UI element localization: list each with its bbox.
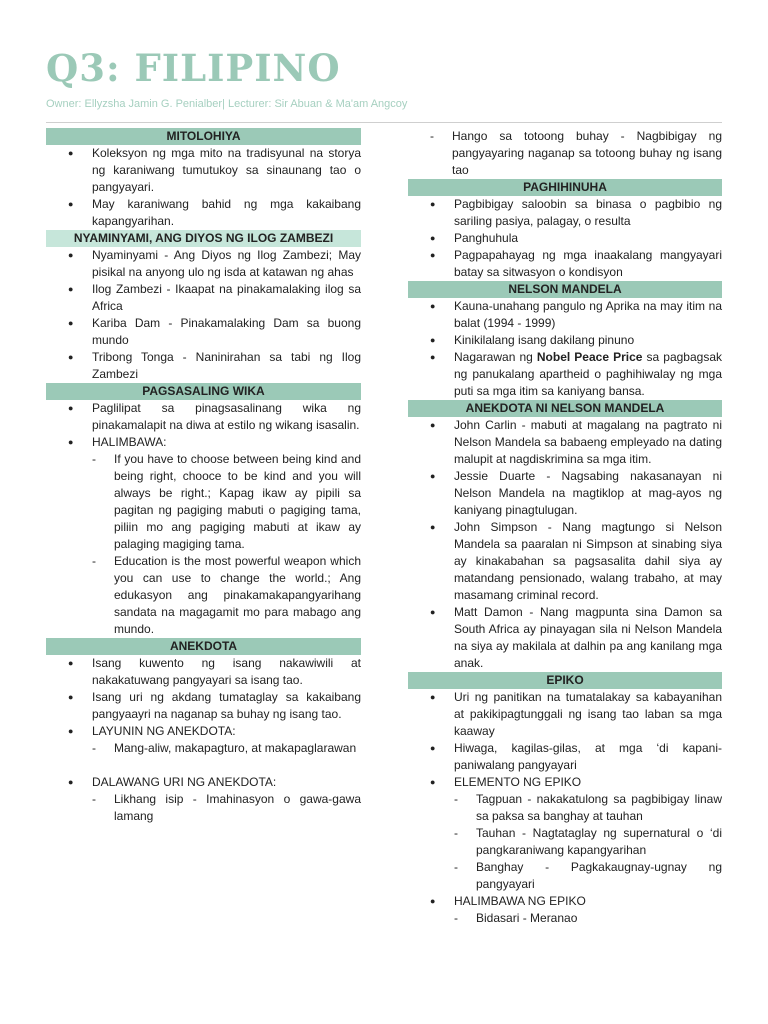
anekdota-list: [46, 655, 361, 740]
sub-list-item: - Likhang isip - Imahinasyon o gawa-gawa lamang: [70, 791, 361, 825]
halimbawa-sublist: [70, 451, 361, 638]
uri-sublist-continued: [408, 128, 722, 179]
paghihinuha-list: [408, 196, 722, 281]
right-column: [408, 128, 722, 927]
pagsasaling-wika-list: [46, 400, 361, 451]
owner-lecturer-line: Owner: Ellyzsha Jamin G. Penialber| Lecturer: Sir Abuan & Ma'am Angcoy: [46, 98, 408, 110]
list-item: ● Isang uri ng akdang tumataglay sa kakaibang pangyaayri na naganap sa buhay ng isang tao.: [46, 689, 361, 723]
list-item: ● Kauna-unahang pangulo ng Aprika na may itim na balat (1994 - 1999): [408, 298, 722, 332]
text-run: sa pagbagsak ng panukalang apartheid o paghihiwalay ng mga puti sa mga itim sa kaniyang bansa.: [454, 350, 723, 398]
list-item: ● DALAWANG URI NG ANEKDOTA:: [46, 774, 361, 791]
list-item: ● ELEMENTO NG EPIKO: [408, 774, 722, 791]
mitolohiya-list: [46, 145, 361, 230]
list-item: ● Koleksyon ng mga mito na tradisyunal na storya ng karaniwang tumutukoy sa sinaunang tao o pangyayari.: [46, 145, 361, 196]
list-item: [46, 434, 361, 451]
list-item: ● Ilog Zambezi - Ikaapat na pinakamalaking ilog sa Africa: [46, 281, 361, 315]
list-item: ● LAYUNIN NG ANEKDOTA:: [46, 723, 361, 740]
list-item: ● Pagbibigay saloobin sa binasa o pagbibio ng sariling pasiya, palagay, o resulta: [408, 196, 722, 230]
sub-list-item: - Bidasari - Meranao: [432, 910, 722, 927]
sub-list-item: - Mang-aliw, makapagturo, at makapaglarawan: [70, 740, 361, 757]
anekdota-nelson-list: [408, 417, 722, 672]
list-item: ● Pagpapahayag ng mga inaakalang mangyayari batay sa sitwasyon o kondisyon: [408, 247, 722, 281]
text-run: Nagarawan ng: [454, 350, 537, 364]
list-item: ● John Carlin - mabuti at magalang na pagtrato ni Nelson Mandela sa babaeng empleyado na dating malupit at nagdiskrimina sa mga itim.: [408, 417, 722, 468]
page-title: Q3: FILIPINO: [46, 46, 341, 90]
list-item: ● Panghuhula: [408, 230, 722, 247]
section-heading-anekdota: ANEKDOTA: [46, 638, 361, 655]
list-item: ● Isang kuwento ng isang nakawiwili at nakakatuwang pangyayari sa isang tao.: [46, 655, 361, 689]
section-heading-nyaminyami: NYAMINYAMI, ANG DIYOS NG ILOG ZAMBEZI: [46, 230, 361, 247]
nelson-mandela-list: [408, 298, 722, 400]
list-item: ● Nyaminyami - Ang Diyos ng Ilog Zambezi; May pisikal na anyong ulo ng isda at katawan ng ahas: [46, 247, 361, 281]
section-heading-mitolohiya: MITOLOHIYA: [46, 128, 361, 145]
list-item: ● Hiwaga, kagilas-gilas, at mga ‘di kapani-paniwalang pangyayari: [408, 740, 722, 774]
section-heading-epiko: EPIKO: [408, 672, 722, 689]
halimbawa-epiko-sublist: [432, 910, 722, 927]
sub-list-item: - If you have to choose between being kind and being right, chooce to be kind and you will always be right.; Kapag ikaw ay pipili sa pagitan ng pagiging mabuti o pagiging tama, piliin mo ang pagiging mabuti at ikaw ay palaging magiging tama.: [70, 451, 361, 553]
section-heading-paghihinuha: PAGHIHINUHA: [408, 179, 722, 196]
section-heading-anekdota-nelson: ANEKDOTA NI NELSON MANDELA: [408, 400, 722, 417]
list-item: ● Uri ng panitikan na tumatalakay sa kabayanihan at pakikipagtunggali ng isang tao laban sa mga kaaway: [408, 689, 722, 740]
list-item: ● Kariba Dam - Pinakamalaking Dam sa buong mundo: [46, 315, 361, 349]
list-item: ● HALIMBAWA NG EPIKO: [408, 893, 722, 910]
elemento-sublist: [432, 791, 722, 893]
section-heading-nelson-mandela: NELSON MANDELA: [408, 281, 722, 298]
list-item: ● Paglilipat sa pinagsasalinang wika ng pinakamalapit na diwa at estilo ng wikang isasalin.: [46, 400, 361, 434]
list-item: ● Kinikilalang isang dakilang pinuno: [408, 332, 722, 349]
layunin-sublist-wrap: [70, 740, 361, 757]
left-column: [46, 128, 361, 825]
nobel-prize-bold: Nobel Peace Price: [536, 350, 643, 364]
halimbawa-sublist-wrap: [70, 451, 361, 638]
section-heading-pagsasaling-wika: PAGSASALING WIKA: [46, 383, 361, 400]
uri-sublist-wrap: [70, 791, 361, 825]
nyaminyami-list: [46, 247, 361, 383]
layunin-sublist: [70, 740, 361, 757]
anekdota-list-continued: [46, 774, 361, 791]
list-item-label: HALIMBAWA:: [92, 435, 167, 449]
list-item: ● Matt Damon - Nang magpunta sina Damon sa South Africa ay pinayagan sila ni Nelson Mandela na siya ay makilala at dalhin pa ang kanilang mga anak.: [408, 604, 722, 672]
elemento-sublist-wrap: [432, 791, 722, 893]
header-divider: [46, 122, 722, 123]
list-item: [408, 349, 722, 400]
spacer: [46, 757, 361, 774]
sub-list-item: - Education is the most powerful weapon which you can use to change the world.; Ang edukasyon ang pinakamakapangyarihang sandata na magagamit mo para mabago ang mundo.: [70, 553, 361, 638]
epiko-list: [408, 689, 722, 791]
sub-list-item: - Tagpuan - nakakatulong sa pagbibigay linaw sa paksa sa banghay at tauhan: [432, 791, 722, 825]
epiko-list-continued: [408, 893, 722, 910]
uri-sublist: [70, 791, 361, 825]
sub-list-item: - Tauhan - Nagtataglay ng supernatural o ‘di pangkaraniwang kapangyarihan: [432, 825, 722, 859]
halimbawa-epiko-sublist-wrap: [432, 910, 722, 927]
sub-list-item: - Hango sa totoong buhay - Nagbibigay ng pangyayaring naganap sa totoong buhay ng isang tao: [408, 128, 722, 179]
list-item: ● May karaniwang bahid ng mga kakaibang kapangyarihan.: [46, 196, 361, 230]
list-item: ● John Simpson - Nang magtungo si Nelson Mandela sa paaralan ni Simpson at sinabing siya ay kinakabahan sa pagsasalita dahil siya ay matandang pensionado, walang trabaho, at may masamang criminal record.: [408, 519, 722, 604]
sub-list-item: - Banghay - Pagkakaugnay-ugnay ng pangyayari: [432, 859, 722, 893]
list-item: ● Jessie Duarte - Nagsabing nakasanayan ni Nelson Mandela na magtiklop at mag-ayos ng kaniyang pinagtulugan.: [408, 468, 722, 519]
list-item: ● Tribong Tonga - Naninirahan sa tabi ng Ilog Zambezi: [46, 349, 361, 383]
